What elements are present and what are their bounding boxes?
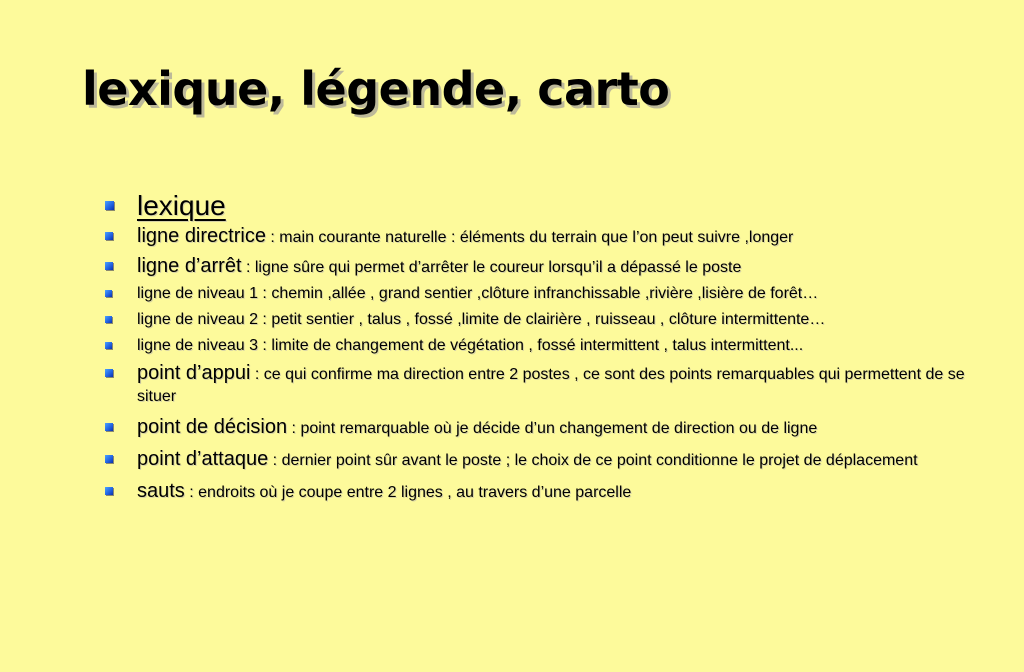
bullet-term: ligne directrice (137, 225, 266, 247)
bullet-definition: : ligne sûre qui permet d’arrêter le coureur lorsqu’il a dépassé le poste (241, 259, 742, 276)
square-bullet-icon (105, 262, 113, 270)
bullet-term: point d’attaque (137, 448, 269, 470)
bullet-definition: : main courante naturelle : éléments du terrain que l’on peut suivre ,longer (265, 229, 794, 246)
square-bullet-icon (105, 290, 112, 297)
bullet-item-ligne-niveau-3 (104, 338, 984, 354)
square-bullet-icon (105, 455, 113, 463)
bullet-text: ligne de niveau 3 : limite de changement de végétation , fossé intermittent , talus intermittent... (137, 337, 804, 354)
bullet-item-ligne-niveau-2 (104, 312, 984, 328)
bullet-definition: : endroits où je coupe entre 2 lignes , au travers d’une parcelle (184, 484, 632, 501)
bullet-item-ligne-arret (104, 256, 984, 278)
bullet-term: point d’appui (137, 362, 251, 384)
bullet-item-sauts (104, 481, 984, 503)
square-bullet-icon (105, 201, 114, 210)
bullet-list (104, 188, 984, 511)
bullet-item-ligne-directrice (104, 226, 984, 248)
bullet-item-point-appui (104, 363, 984, 407)
bullet-term: ligne d’arrêt (137, 255, 242, 277)
bullet-item-point-decision (104, 417, 984, 439)
bullet-definition: : ce qui confirme ma direction entre 2 postes , ce sont des points remarquables qui permettent de se situer (137, 366, 965, 405)
slide-title: lexique, légende, carto (82, 62, 670, 116)
bullet-definition: : point remarquable où je décide d’un changement de direction ou de ligne (287, 420, 818, 437)
square-bullet-icon (105, 232, 113, 240)
bullet-item-point-attaque (104, 449, 984, 471)
square-bullet-icon (105, 342, 112, 349)
square-bullet-icon (105, 487, 113, 495)
square-bullet-icon (105, 316, 112, 323)
bullet-term: lexique (137, 190, 226, 221)
square-bullet-icon (105, 423, 113, 431)
bullet-text: ligne de niveau 1 : chemin ,allée , grand sentier ,clôture infranchissable ,rivière ,lisière de forêt… (137, 285, 819, 302)
bullet-item-ligne-niveau-1 (104, 286, 984, 302)
square-bullet-icon (105, 369, 113, 377)
bullet-definition: : dernier point sûr avant le poste ; le choix de ce point conditionne le projet de déplacement (268, 452, 918, 469)
bullet-term: point de décision (137, 416, 288, 438)
bullet-term: sauts (137, 480, 185, 502)
bullet-item-lexique (104, 188, 984, 224)
bullet-text: ligne de niveau 2 : petit sentier , talus , fossé ,limite de clairière , ruisseau , clôture intermittente… (137, 311, 826, 328)
